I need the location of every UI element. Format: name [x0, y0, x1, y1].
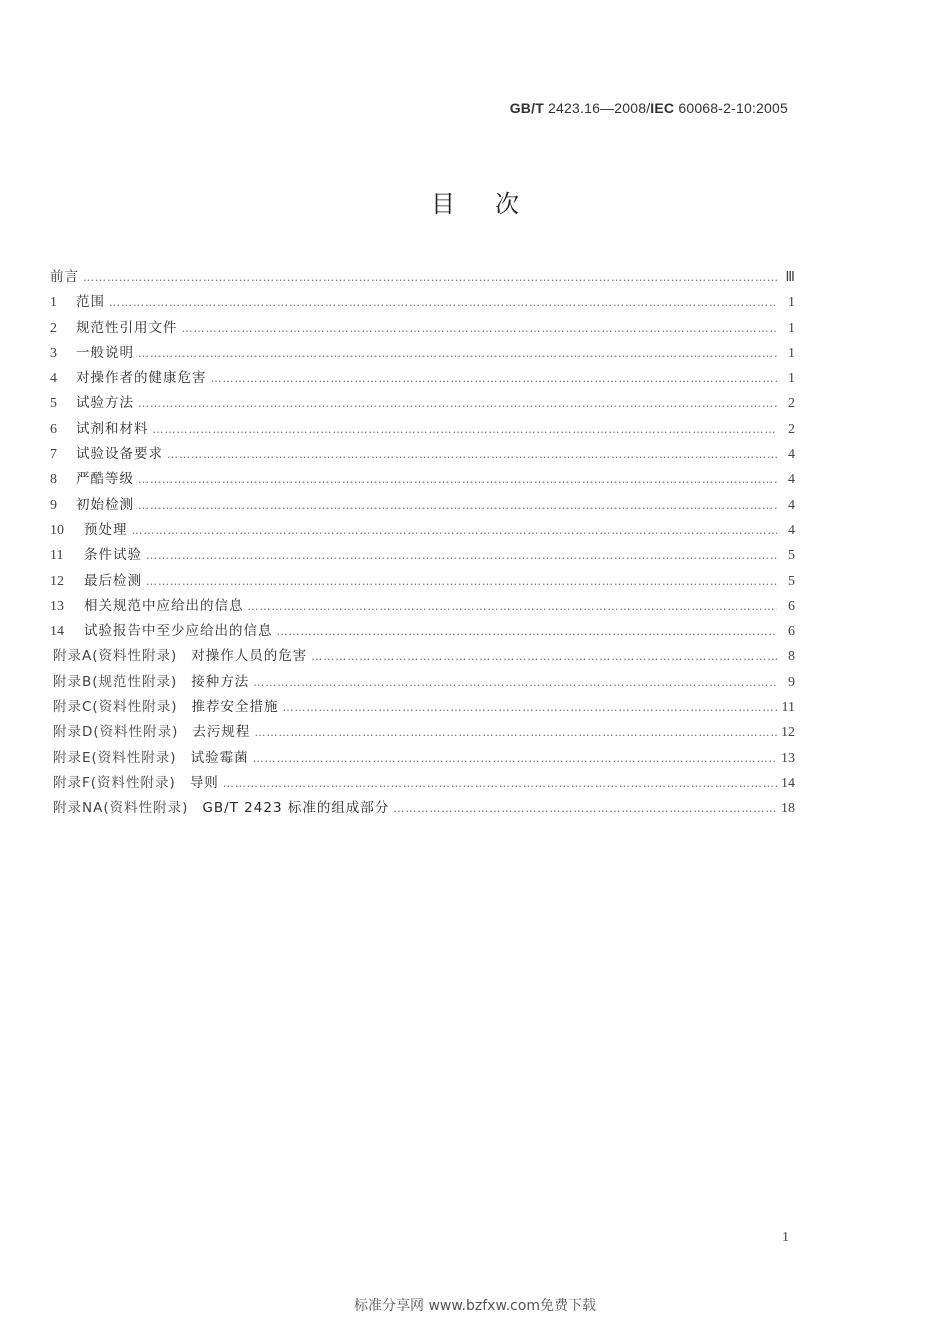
toc-leader-dots: [109, 296, 777, 309]
toc-entry: [50, 442, 795, 467]
toc-entry-title: 预处理: [84, 521, 128, 538]
toc-entry-title: 推荐安全措施: [191, 699, 279, 716]
toc-entry-number: 附录NA(资料性附录): [53, 800, 189, 817]
toc-entry: [50, 569, 795, 594]
header-prefix: GB/T: [509, 100, 544, 116]
toc-leader-dots: [253, 676, 777, 689]
toc-leader-dots: [253, 752, 777, 765]
toc-entry: [50, 265, 795, 290]
toc-entry-page: 12: [781, 725, 795, 741]
toc-entry-title: 试剂和材料: [76, 420, 149, 437]
toc-entry-title: 试验报告中至少应给出的信息: [84, 623, 273, 640]
toc-entry-number: 4: [50, 371, 57, 387]
toc-entry-number: 11: [50, 548, 64, 564]
toc-entry-title: 对操作人员的危害: [191, 648, 308, 665]
toc-entry-page: 4: [788, 472, 795, 488]
toc-entry-page: 4: [788, 497, 795, 513]
toc-leader-dots: [138, 473, 777, 486]
toc-entry: [50, 771, 795, 796]
toc-entry-number: 2: [50, 320, 57, 336]
toc-leader-dots: [282, 701, 777, 714]
toc-entry-title: 对操作者的健康危害: [76, 370, 207, 387]
toc-entry: [50, 670, 795, 695]
toc-entry-number: 附录F(资料性附录): [53, 774, 176, 791]
toc-entry-number: 附录A(资料性附录): [53, 648, 178, 665]
toc-entry-title: 最后检测: [84, 572, 142, 589]
toc-entry-page: 2: [788, 396, 795, 412]
toc-entry: [50, 417, 795, 442]
toc-entry-page: 6: [788, 624, 795, 640]
toc-entry-number: 9: [50, 497, 57, 513]
toc-entry-number: 13: [50, 598, 64, 614]
toc-entry-page: 1: [788, 295, 795, 311]
header-number: 2423.16—2008/: [548, 100, 651, 116]
toc-leader-dots: [223, 777, 777, 790]
toc-entry-page: 6: [788, 598, 795, 614]
toc-entry: [50, 619, 795, 644]
toc-entry-page: 14: [781, 775, 795, 791]
toc-entry-title: 去污规程: [192, 724, 251, 741]
table-of-contents: [50, 265, 795, 822]
toc-entry-number: 8: [50, 472, 57, 488]
toc-entry: [50, 316, 795, 341]
toc-entry-page: 4: [788, 447, 795, 463]
toc-entry: [50, 720, 795, 745]
toc-entry: [50, 695, 795, 720]
toc-entry: [50, 796, 795, 821]
toc-entry-title: 初始检测: [76, 496, 134, 513]
toc-leader-dots: [132, 524, 778, 537]
toc-entry-number: 5: [50, 396, 57, 412]
toc-entry-page: 1: [788, 320, 795, 336]
toc-entry: [50, 518, 795, 543]
toc-entry: [50, 493, 795, 518]
toc-entry-title: 条件试验: [84, 547, 142, 564]
toc-leader-dots: [138, 347, 777, 360]
toc-entry-page: 5: [788, 573, 795, 589]
toc-leader-dots: [138, 397, 777, 410]
toc-leader-dots: [153, 423, 778, 436]
toc-entry-page: 4: [788, 522, 795, 538]
toc-entry-number: 附录C(资料性附录): [53, 699, 178, 716]
toc-entry-page: 18: [781, 801, 795, 817]
toc-entry-title: 规范性引用文件: [76, 319, 178, 336]
toc-entry: [50, 366, 795, 391]
toc-entry-number: 6: [50, 421, 57, 437]
toc-entry: [50, 543, 795, 568]
header-iec-number: 60068-2-10:2005: [678, 100, 788, 116]
toc-entry: [50, 391, 795, 416]
toc-entry-number: 14: [50, 624, 64, 640]
toc-entry-page: 2: [788, 421, 795, 437]
toc-leader-dots: [211, 372, 778, 385]
toc-entry-title: 试验设备要求: [76, 446, 163, 463]
toc-leader-dots: [167, 448, 777, 461]
toc-entry-number: 3: [50, 345, 57, 361]
toc-leader-dots: [138, 499, 777, 512]
toc-leader-dots: [182, 322, 778, 335]
toc-entry-number: 10: [50, 522, 64, 538]
toc-entry-number: 附录E(资料性附录): [53, 749, 177, 766]
toc-entry: [50, 644, 795, 669]
toc-entry-title: 试验霉菌: [190, 749, 249, 766]
toc-entry-page: 8: [788, 649, 795, 665]
toc-entry-title: 一般说明: [76, 344, 134, 361]
toc-entry: [50, 290, 795, 315]
toc-leader-dots: [146, 549, 777, 562]
page-title: 目次: [431, 190, 559, 218]
toc-entry-title: 导则: [189, 774, 219, 791]
toc-leader-dots: [311, 650, 777, 663]
toc-entry-number: 7: [50, 447, 57, 463]
footer-watermark: 标准分享网 www.bzfxw.com免费下载: [354, 1298, 596, 1314]
toc-entry-page: 13: [781, 750, 795, 766]
page-number: 1: [782, 1230, 789, 1245]
toc-entry-title: GB/T 2423 标准的组成部分: [202, 800, 390, 817]
header-iec: IEC: [650, 100, 675, 116]
toc-entry-page: 1: [788, 371, 795, 387]
toc-entry: [50, 467, 795, 492]
toc-entry-number: 附录B(规范性附录): [53, 673, 178, 690]
toc-entry: [50, 341, 795, 366]
toc-entry-title: 前言: [50, 269, 79, 285]
toc-entry: [50, 594, 795, 619]
standard-number-header: [510, 100, 788, 116]
toc-leader-dots: [393, 802, 777, 815]
toc-entry-number: 附录D(资料性附录): [53, 724, 179, 741]
toc-leader-dots: [248, 600, 778, 613]
toc-entry: [50, 746, 795, 771]
toc-entry-number: 12: [50, 573, 64, 589]
toc-entry-title: 试验方法: [76, 395, 134, 412]
toc-entry-page: 11: [781, 700, 795, 716]
toc-entry-title: 相关规范中应给出的信息: [84, 597, 244, 614]
toc-entry-title: 严酷等级: [76, 471, 134, 488]
toc-entry-page: 9: [788, 674, 795, 690]
toc-entry-page: 5: [788, 548, 795, 564]
toc-leader-dots: [83, 271, 777, 284]
toc-entry-page: 1: [788, 345, 795, 361]
toc-entry-number: 1: [50, 295, 57, 311]
toc-entry-title: 范围: [76, 294, 105, 311]
toc-leader-dots: [146, 575, 777, 588]
toc-leader-dots: [254, 726, 777, 739]
toc-leader-dots: [277, 625, 778, 638]
toc-entry-title: 接种方法: [191, 673, 250, 690]
toc-entry-page: Ⅲ: [785, 270, 795, 285]
